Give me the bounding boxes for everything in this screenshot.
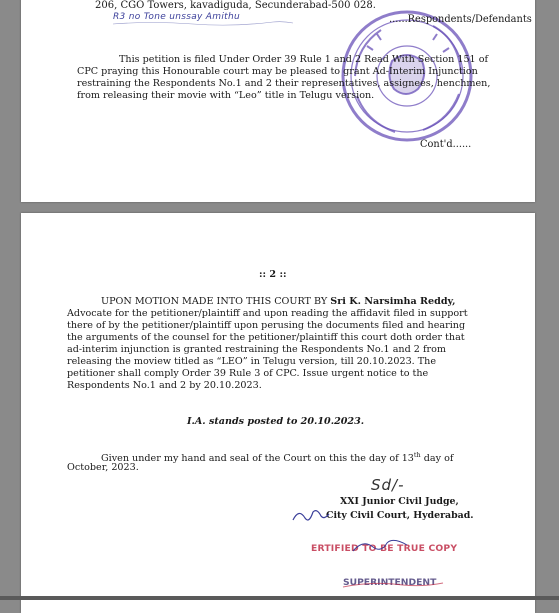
petition-line-3: restraining the Respondents No.1 and 2 their representatives, assignees, henchmen, — [77, 78, 491, 89]
judge-signature: Sd/- — [371, 476, 405, 494]
petition-line-2: CPC praying this Honourable court may be pleased to grant Ad-Interim Injunction — [77, 66, 478, 77]
motion-line-5: ad-interim injunction is granted restraining the Respondents No.1 and 2 from — [67, 344, 446, 355]
court-name: City Civil Court, Hyderabad. — [326, 510, 474, 521]
address-line: 206, CGO Towers, kavadiguda, Secunderabad-500 028. — [95, 0, 376, 11]
superintendent-stamp: SUPERINTENDENT — [343, 577, 437, 588]
given-sup: th — [413, 451, 421, 459]
certified-stamp-scribble — [351, 539, 411, 555]
motion-line-4: the arguments of the counsel for the petitioner/plaintiff this court doth order that — [67, 332, 465, 343]
given-suffix: day of — [420, 453, 454, 465]
motion-line-8: Respondents No.1 and 2 by 20.10.2023. — [67, 380, 262, 391]
motion-line-7: petitioner shall comply Order 39 Rule 3 of CPC. Issue urgent notice to the — [67, 368, 429, 379]
advocate-name: Sri K. Narsimha Reddy, — [330, 296, 456, 307]
initials-scribble — [291, 506, 331, 524]
respondents-label: ......Respondents/Defendants — [389, 14, 532, 25]
petition-line-1: This petition is filed Under Order 39 Rule 1 and 2 Read With Section 151 of — [119, 54, 489, 65]
given-prefix: Given under my hand and seal of the Court on this the day of 13 — [101, 453, 414, 465]
given-line-2: October, 2023. — [67, 462, 139, 473]
judge-title: XXI Junior Civil Judge, — [340, 496, 459, 507]
viewer-bottom-bar — [0, 596, 559, 600]
certified-copy-stamp: ERTIFIED TO BE TRUE COPY — [311, 543, 458, 554]
motion-line-2: Advocate for the petitioner/plaintiff and upon reading the affidavit filed in support — [67, 308, 468, 319]
motion-line-6: releasing the moview titled as “LEO” in Telugu version, till 20.10.2023. The — [67, 356, 437, 367]
handwritten-note: R3 no Tone unssay Amithu — [113, 12, 240, 22]
contd-label: Cont'd...... — [420, 139, 472, 150]
ia-posted: I.A. stands posted to 20.10.2023. — [187, 416, 365, 427]
petition-line-4: from releasing their movie with “Leo” title in Telugu version. — [77, 90, 375, 101]
given-line-1 — [101, 449, 453, 465]
motion-line-1 — [101, 296, 456, 308]
motion-line-3: there of by the petitioner/plaintiff upon perusing the documents filed and hearing — [67, 320, 466, 331]
page-number: :: 2 :: — [259, 269, 287, 280]
document-page-2 — [21, 213, 535, 613]
superintendent-stamp-marks — [339, 581, 449, 595]
document-page-1 — [21, 0, 535, 202]
handwriting-scribble — [113, 11, 303, 27]
motion-prefix: UPON MOTION MADE INTO THIS COURT BY — [101, 296, 331, 307]
